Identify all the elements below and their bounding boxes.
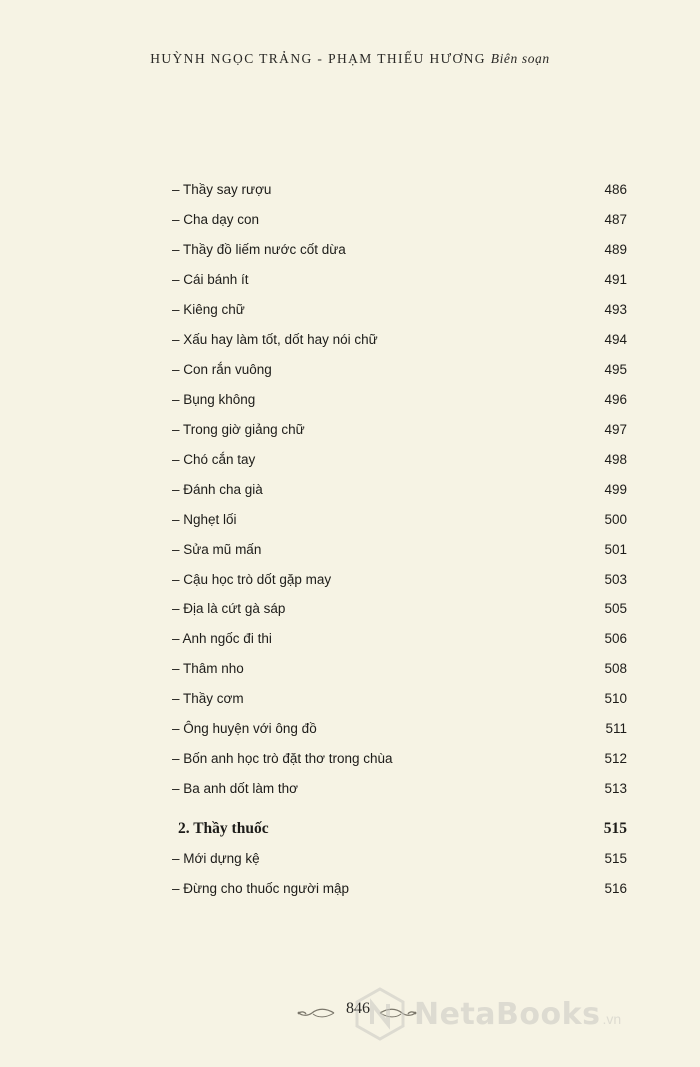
toc-entry-page: 486 [604,181,627,197]
toc-entry-page: 503 [604,571,627,587]
toc-entry-page: 510 [604,690,627,706]
toc-entry [172,239,627,259]
toc-entry-title: – Thầy đồ liếm nước cốt dừa [172,241,346,257]
toc-entry-title: – Mới dựng kệ [172,850,260,866]
toc-entry-title: – Thâm nho [172,660,244,676]
toc-entry-page: 499 [604,481,627,497]
toc-entry-page: 508 [604,660,627,676]
toc-entry [172,688,627,708]
toc-entry-page: 495 [604,361,627,377]
toc-entry-page: 506 [604,630,627,646]
watermark-suffix: .vn [602,1011,622,1027]
toc-entry [172,389,627,409]
watermark-brand: NetaBooks [414,996,601,1032]
toc-section-heading [178,818,627,840]
toc-entry-page: 511 [605,720,627,736]
toc-entry-title: – Trong giờ giảng chữ [172,421,305,437]
toc-entry [172,748,627,768]
header-authors: HUỲNH NGỌC TRẢNG - PHẠM THIẾU HƯƠNG [150,51,486,66]
toc-entry-page: 515 [604,850,627,866]
toc-entry-page: 516 [604,880,627,896]
toc-entry-title: – Ông huyện với ông đồ [172,720,317,736]
toc-entry [172,658,627,678]
toc-entry [172,449,627,469]
toc-entry-page: 491 [604,271,627,287]
toc-entry-title: – Cha dạy con [172,211,260,227]
toc-entry-page: 505 [604,600,627,616]
toc-entry-page: 494 [604,331,627,347]
toc-entry-title: – Cậu học trò dốt gặp may [172,571,332,587]
toc-entry [172,539,627,559]
toc-entry-title: – Con rắn vuông [172,361,272,377]
toc-entry [172,598,627,618]
toc-entry [172,329,627,349]
toc-entry-page: 487 [604,211,627,227]
page-number: 846 [346,1000,370,1017]
toc-entry-title: – Đừng cho thuốc người mập [172,880,350,896]
toc-entry [172,299,627,319]
toc-entry-page: 501 [604,541,627,557]
toc-entry-title: – Ba anh dốt làm thơ [172,780,298,796]
toc-entry-title: – Chó cắn tay [172,451,256,467]
toc-entry [172,419,627,439]
running-header [0,51,700,67]
toc-entry [172,778,627,798]
toc-entry-title: – Địa là cứt gà sáp [172,600,286,616]
toc-entry-page: 513 [604,780,627,796]
toc-entry-title: – Kiêng chữ [172,301,245,317]
toc-entry-title: – Bốn anh học trò đặt thơ trong chùa [172,750,393,766]
toc-entry [172,509,627,529]
toc-entry-title: – Bụng không [172,391,256,407]
toc-entry-title: – Nghẹt lối [172,511,237,527]
toc-entry [172,628,627,648]
toc-entry-title: – Cái bánh ít [172,271,249,287]
toc-entry-title: – Đánh cha già [172,481,263,497]
toc-entry-page: 512 [604,750,627,766]
toc-entry-title: – Anh ngốc đi thi [172,630,272,646]
toc-entry [172,848,627,868]
toc-entry [172,269,627,289]
toc-entry [172,209,627,229]
flourish-left-icon [296,1006,336,1020]
toc-entry-page: 489 [604,241,627,257]
toc-entry-title: – Xấu hay làm tốt, dốt hay nói chữ [172,331,378,347]
toc-entry [172,718,627,738]
netabooks-logo-icon [352,986,408,1042]
toc-entry [172,479,627,499]
toc-entry-page: 500 [604,511,627,527]
toc-entry-title: – Thầy say rượu [172,181,272,197]
toc-entry-page: 497 [604,421,627,437]
toc-entry [172,359,627,379]
watermark [352,984,692,1044]
toc-entry [172,179,627,199]
header-role: Biên soạn [490,51,550,66]
toc-entry-page: 496 [604,391,627,407]
toc-entry-title: – Sửa mũ mấn [172,541,262,557]
toc-entry [172,569,627,589]
section-page: 515 [603,820,627,837]
toc-entry-page: 498 [604,451,627,467]
toc-entry-title: – Thầy cơm [172,690,244,706]
toc-entry [172,878,627,898]
toc-entry-page: 493 [604,301,627,317]
section-title: 2. Thầy thuốc [178,820,269,837]
